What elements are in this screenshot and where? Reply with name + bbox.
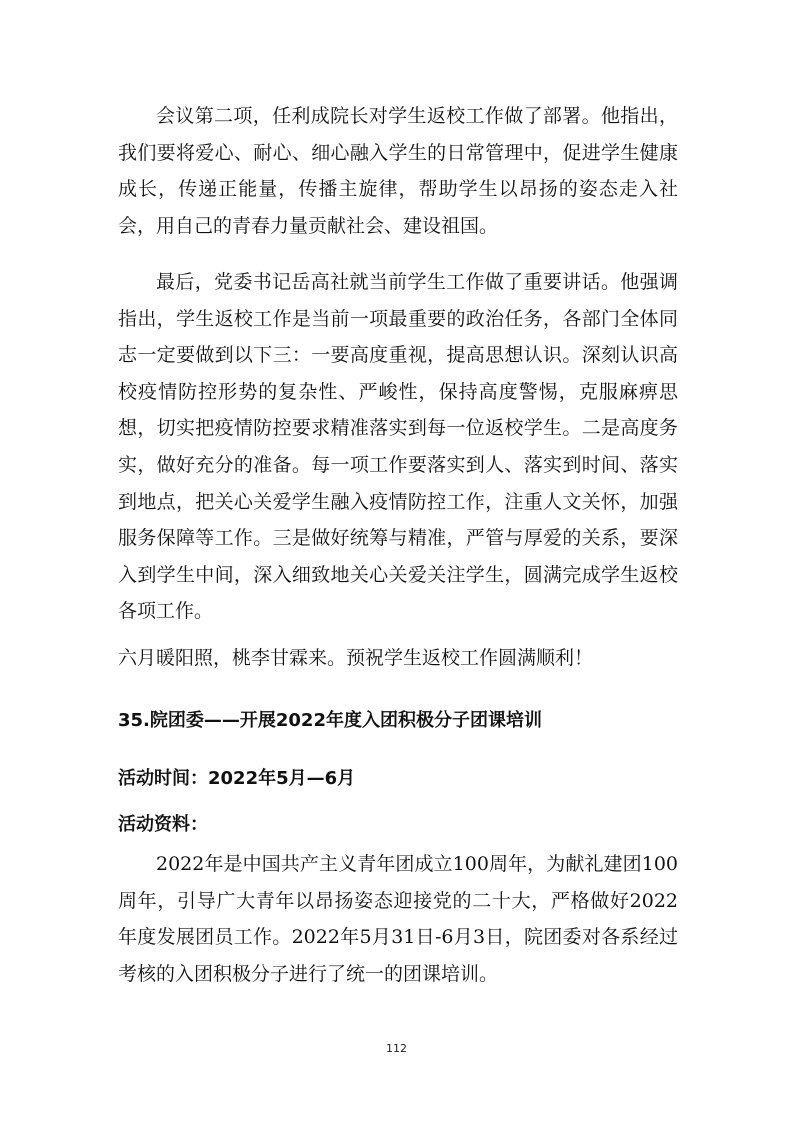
paragraph-closing-wish: 六月暖阳照，桃李甘霖来。预祝学生返校工作圆满顺利！ bbox=[118, 647, 594, 669]
section-heading: 35.院团委——开展2022年度入团积极分子团课培训 bbox=[118, 710, 542, 731]
page-number: 112 bbox=[386, 1042, 407, 1055]
paragraph-party-secretary-speech: 最后，党委书记岳高社就当前学生工作做了重要讲话。他强调指出，学生返校工作是当前一项最重要的政治任务，各部门全体同志一定要做到以下三：一要高度重视，提高思想认识。深刻认识高校疫情防控形势的复杂性、严峻性，保持高度警惕，克服麻痹思想，切实把疫情防控要求精准落实到每一位返校学生。二是高度务实，做好充分的准备。每一项工作要落实到人、落实到时间、落实到地点，把关心关爱学生融入疫情防控工作，注重人文关怀，加强服务保障等工作。三是做好统筹与精准，严管与厚爱的关系，要深入到学生中间，深入细致地关心关爱关注学生，圆满完成学生返校各项工作。 bbox=[118, 271, 678, 623]
paragraph-league-training: 2022年是中国共产主义青年团成立100周年，为献礼建团100周年，引导广大青年以昂扬姿态迎接党的二十大，严格做好2022年度发展团员工作。2022年5月31日-6月3日，院团委对各系经过考核的入团积极分子进行了统一的团课培训。 bbox=[118, 853, 678, 985]
activity-material-label: 活动资料： bbox=[118, 814, 208, 835]
paragraph-meeting-item-two: 会议第二项，任利成院长对学生返校工作做了部署。他指出，我们要将爱心、耐心、细心融入学生的日常管理中，促进学生健康成长，传递正能量，传播主旋律，帮助学生以昂扬的姿态走入社会，用自己的青春力量贡献社会、建设祖国。 bbox=[118, 105, 678, 237]
activity-time: 活动时间：2022年5月—6月 bbox=[118, 768, 356, 789]
